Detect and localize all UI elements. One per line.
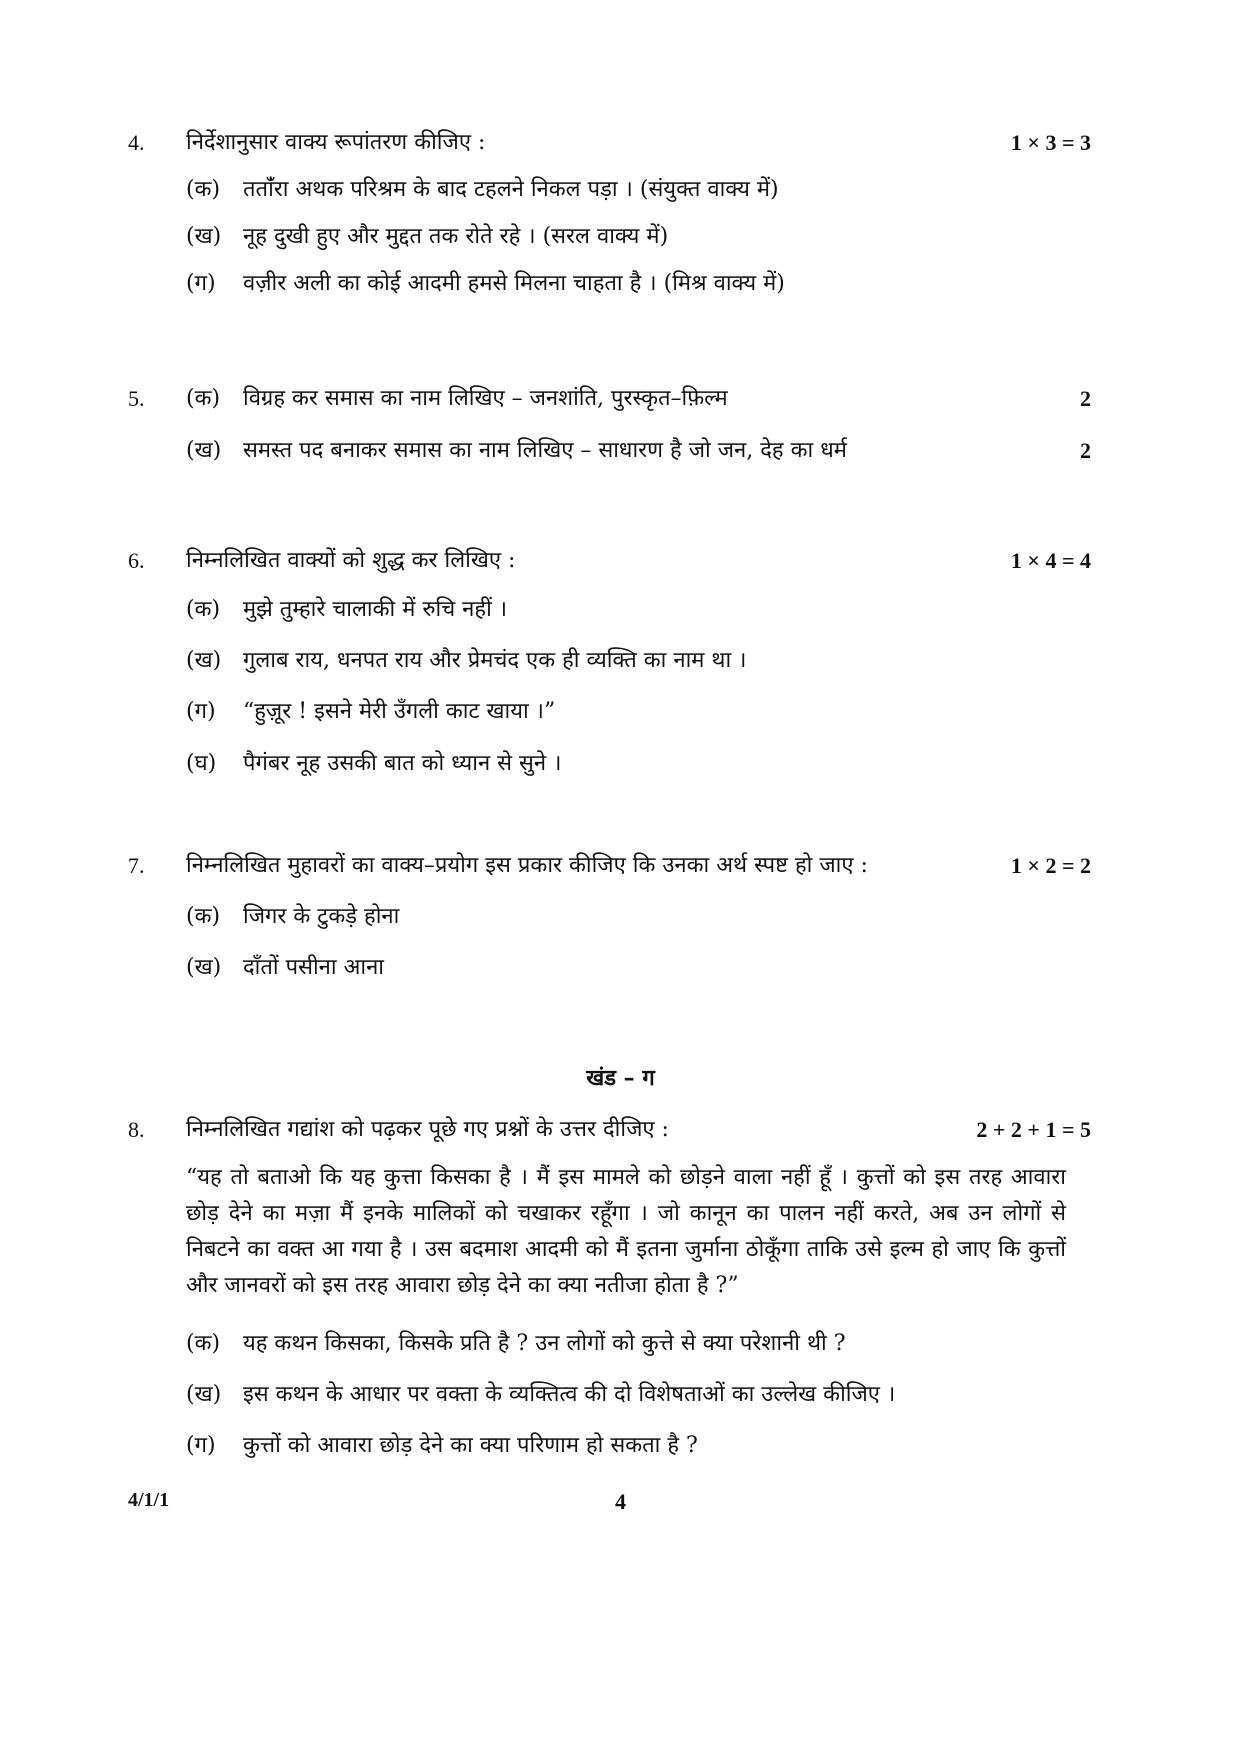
question-6-item-b (0, 641, 1241, 681)
question-4-item-a (0, 170, 1241, 210)
marks-label: 2 (1080, 438, 1091, 463)
item-text: विग्रह कर समास का नाम लिखिए – जनशांति, पुरस्कृत–फ़िल्म (243, 386, 728, 411)
marks-label: 2 + 2 + 1 = 5 (976, 1117, 1091, 1142)
question-8-item-a (0, 1324, 1241, 1364)
item-label: (ग) (186, 699, 216, 724)
question-6-item-a (0, 590, 1241, 630)
item-label: (ख) (186, 1382, 222, 1407)
question-text: निम्नलिखित मुहावरों का वाक्य–प्रयोग इस प्रकार कीजिए कि उनका अर्थ स्पष्ट हो जाए : (186, 853, 868, 878)
question-number: 8. (128, 1117, 145, 1142)
item-label: (ख) (186, 224, 222, 249)
item-label: (क) (186, 597, 221, 622)
question-text: निम्नलिखित गद्यांश को पढ़कर पूछे गए प्रश्नों के उत्तर दीजिए : (186, 1117, 669, 1142)
page-number: 4 (615, 1489, 626, 1514)
question-6-item-c (0, 692, 1241, 732)
prose-passage: “यह तो बताओ कि यह कुत्ता किसका है । मैं इस मामले को छोड़ने वाला नहीं हूँ । कुत्तों को इस तरह आवारा छोड़ देने का मज़ा मैं इनके मालिकों को चखाकर रहूँगा । जो कानून का पालन नहीं करते, अब उन लोगों से निबटने का वक्त आ गया है । उस बदमाश आदमी को मैं इतना जुर्माना ठोकूँगा ताकि उसे इल्म हो जाए कि कुत्तों और जानवरों को इस तरह आवारा छोड़ देने का क्या नतीजा होता है ?” (186, 1165, 1066, 1298)
question-5-item-a (0, 379, 1241, 419)
question-6-item-d (0, 744, 1241, 784)
question-number: 6. (128, 548, 145, 573)
question-8-header (0, 1110, 1241, 1150)
item-label: (ख) (186, 955, 222, 980)
item-text: ततांँरा अथक परिश्रम के बाद टहलने निकल पड़ा । (संयुक्त वाक्य में) (243, 177, 779, 202)
item-text: “हुज़ूर ! इसने मेरी उँगली काट खाया ।” (243, 699, 556, 724)
marks-label: 1 × 2 = 2 (1010, 853, 1091, 878)
question-text: निर्देशानुसार वाक्य रूपांतरण कीजिए : (186, 130, 486, 155)
section-heading: खंड – ग (586, 1065, 655, 1091)
question-8-item-b (0, 1375, 1241, 1415)
marks-label: 2 (1080, 386, 1091, 411)
question-4-item-c (0, 264, 1241, 304)
item-label: (क) (186, 386, 221, 411)
question-number: 5. (128, 386, 145, 411)
item-text: वज़ीर अली का कोई आदमी हमसे मिलना चाहता है । (मिश्र वाक्य में) (243, 271, 785, 296)
item-label: (क) (186, 177, 221, 202)
item-text: कुत्तों को आवारा छोड़ देने का क्या परिणाम हो सकता है ? (243, 1433, 698, 1458)
question-7-header (0, 846, 1241, 886)
question-7-item-a (0, 897, 1241, 937)
item-text: मुझे तुम्हारे चालाकी में रुचि नहीं । (243, 597, 508, 622)
item-label: (ख) (186, 648, 222, 673)
marks-label: 1 × 4 = 4 (1010, 548, 1091, 573)
question-4-item-b (0, 217, 1241, 257)
question-4-header (0, 123, 1241, 163)
item-text: पैगंबर नूह उसकी बात को ध्यान से सुने । (243, 751, 562, 776)
paper-code: 4/1/1 (128, 1489, 170, 1511)
item-text: समस्त पद बनाकर समास का नाम लिखिए – साधारण है जो जन, देह का धर्म (243, 438, 847, 463)
question-6-header (0, 541, 1241, 581)
question-8-item-c (0, 1426, 1241, 1466)
question-number: 4. (128, 130, 145, 155)
item-label: (क) (186, 1331, 221, 1356)
question-7-item-b (0, 948, 1241, 988)
question-text: निम्नलिखित वाक्यों को शुद्ध कर लिखिए : (186, 548, 516, 573)
item-label: (क) (186, 904, 221, 929)
item-text: इस कथन के आधार पर वक्ता के व्यक्तित्व की दो विशेषताओं का उल्लेख कीजिए । (243, 1382, 896, 1407)
item-text: जिगर के टुकड़े होना (243, 904, 400, 929)
item-label: (ग) (186, 271, 216, 296)
question-5-item-b (0, 431, 1241, 471)
item-text: यह कथन किसका, किसके प्रति है ? उन लोगों को कुत्ते से क्या परेशानी थी ? (243, 1331, 846, 1356)
item-label: (घ) (186, 751, 217, 776)
marks-label: 1 × 3 = 3 (1010, 130, 1091, 155)
item-text: गुलाब राय, धनपत राय और प्रेमचंद एक ही व्यक्ति का नाम था । (243, 648, 747, 673)
item-label: (ग) (186, 1433, 216, 1458)
item-text: नूह दुखी हुए और मुद्दत तक रोते रहे । (सरल वाक्य में) (243, 224, 669, 249)
item-label: (ख) (186, 438, 222, 463)
item-text: दाँतों पसीना आना (243, 955, 384, 980)
question-number: 7. (128, 853, 145, 878)
